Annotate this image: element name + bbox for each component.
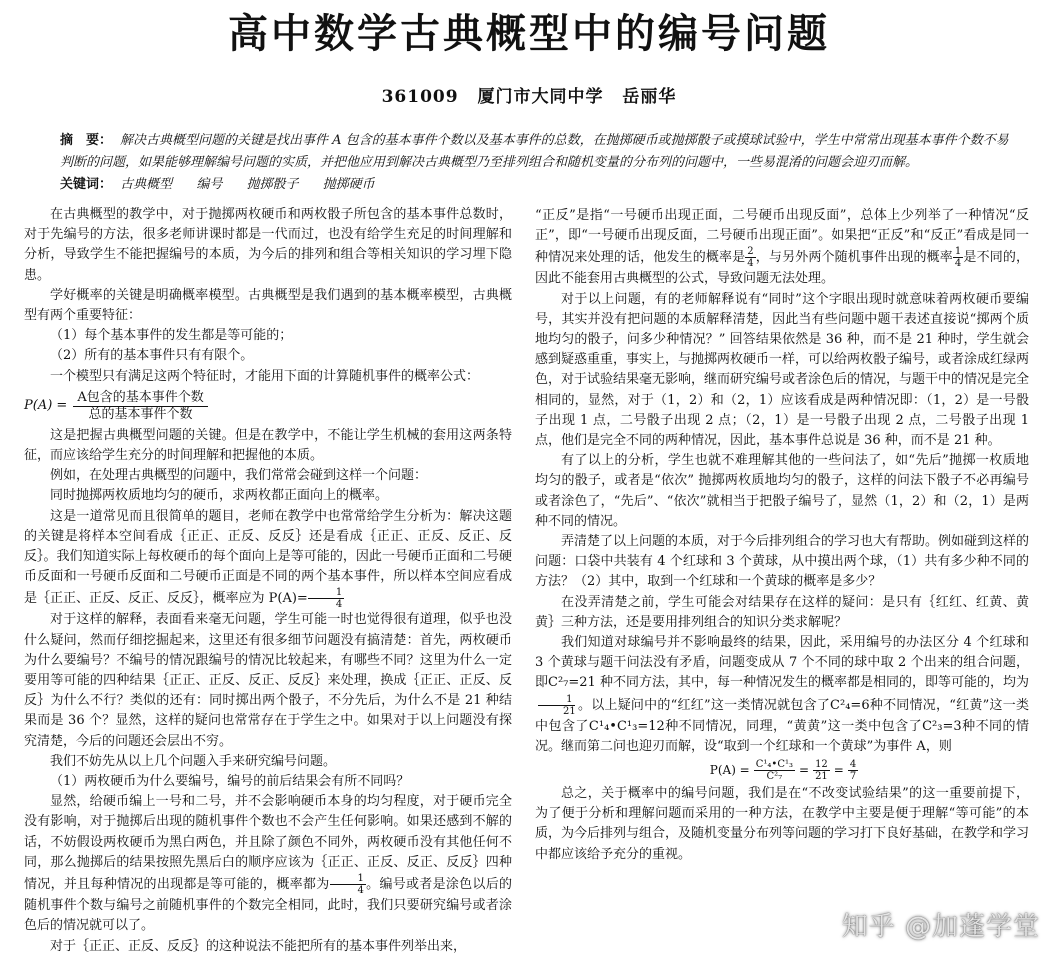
paragraph: 这是把握古典概型问题的关键。但是在教学中，不能让学生机械的套用这两条特征，而应该给学生充分的时间理解和把握他的本质。 [24, 427, 512, 464]
formula-numerator: A包含的基本事件个数 [73, 390, 207, 407]
paragraph-text: “正反”是指“一号硬币出现正面，二号硬币出现反面”，总体上少列举了一种情况“反正”，即“一号硬币出现反面，二号硬币出现正面”。如果把“正反”和“反正”看成是同一种情况来处理的话，他发生的概率是 [535, 208, 1029, 266]
fraction [813, 759, 830, 782]
fraction-denominator: 4 [357, 885, 364, 897]
paragraph-text: ，与另外两个随机事件出现的概率 [755, 250, 953, 266]
formula-denominator: 总的基本事件个数 [88, 406, 193, 422]
abstract-label: 摘 要： [60, 133, 113, 148]
paragraph: 我们不妨先从以上几个问题入手来研究编号问题。 [50, 753, 337, 769]
paragraph-text: 。以上疑问中的“红红”这一类情况就包含了C²₄=6种不同情况，“红黄”这一类中包含了C¹₄•C¹₃=12种不同情况，同理，“黄黄”这一类中包含了C²₃=3种不同的情况。继而第二问也迎刃而解，设“取到一个红球和一个黄球”为事件 A，则 [535, 697, 1029, 754]
fraction-numerator: 1 [308, 587, 344, 599]
paragraph: （1）两枚硬币为什么要编号，编号的前后结果会有所不同吗？ [50, 774, 410, 790]
fraction-numerator: C¹₄•C¹₃ [755, 759, 793, 771]
paragraph: 学好概率的关键是明确概率模型。古典概型是我们遇到的基本概率模型，古典概型有两个重要特征： [24, 287, 512, 324]
abstract-text: 解决古典概型问题的关键是找出事件 A 包含的基本事件个数以及基本事件的总数，在抛掷硬币或抛掷骰子或摸球试验中，学生中常常出现基本事件个数不易判断的问题，如果能够理解编号问题的实质，并把他应用到解决古典概型乃至排列组合和随机变量的分布列的问题中，一些易混淆的问题会迎刃而解。 [60, 133, 1009, 170]
paragraph: 在古典概型的教学中，对于抛掷两枚硬币和两枚骰子所包含的基本事件总数时，对于先编号的方法，很多老师讲课时都是一代而过，也没有给学生充足的时间理解和分析，导致学生不能把握编号的本质，为今后的排列和组合等相关知识的学习埋下隐患。 [24, 207, 512, 283]
fraction-denominator: 7 [849, 771, 857, 783]
fraction-denominator: 21 [815, 771, 828, 783]
author-name: 岳丽华 [622, 87, 677, 107]
keywords [60, 174, 1010, 196]
paragraph: 弄清楚了以上问题的本质，对于今后排列组合的学习也大有帮助。例如碰到这样的问题：口袋中共装有 4 个红球和 3 个黄球，从中摸出两个球，（1）共有多少种不同的方法？（2）其中，取到一个红球和一个黄球的概率是多少？ [535, 534, 1030, 590]
fraction [754, 759, 795, 782]
formula-lhs: P(A) = [709, 763, 750, 778]
paragraph [535, 633, 1029, 757]
fraction-numerator: 1 [538, 694, 574, 706]
paragraph: 有了以上的分析，学生也就不难理解其他的一些问法了，如“先后”抛掷一枚质地均匀的骰子，或者是“依次” 抛掷两枚质地均匀的骰子，这样的问法下骰子不必再编号或者涂色了，“先后”、“依次”就相当于把骰子编号了，显然（1，2）和（2，1）是两种不同的情况。 [535, 453, 1029, 529]
fraction [308, 587, 344, 610]
paragraph: 一个模型只有满足这两个特征时，才能用下面的计算随机事件的概率公式： [50, 368, 480, 384]
affiliation: 厦门市大同中学 [477, 87, 604, 107]
page-title: 高中数学古典概型中的编号问题 [228, 11, 830, 57]
fraction-numerator: 1 [330, 873, 366, 885]
abstract [60, 130, 1010, 174]
zip-code: 361009 [381, 87, 459, 107]
fraction-denominator: 21 [563, 705, 576, 717]
paragraph-text: 显然，给硬币编上一号和二号，并不会影响硬币本身的均匀程度，对于硬币完全没有影响，对于抛掷后出现的随机事件个数也不会产生任何影响。如果还感到不解的话，不妨假设两枚硬币为黑白两色，并且除了颜色不同外，两枚硬币没有其他任何不同，那么抛掷后的结果按照先黑后白的顺序应该为｛正正、正反、反正、反反｝四种情况，并且每种情况的出现都是等可能的，概率都为 [24, 794, 512, 893]
byline [0, 82, 1058, 107]
paragraph: 对于这样的解释，表面看来毫无问题，学生可能一时也觉得很有道理，似乎也没什么疑问，然而仔细挖掘起来，这里还有很多细节问题没有搞清楚：首先，两枚硬币为什么要编号？不编号的情况跟编号的情况比较起来，有哪些不同？这里为什么一定要用等可能的四种结果｛正正、正反、反正、反反｝来处理，换成｛正正、正反、反反｝为什么不行？类似的还有：同时掷出两个骰子，不分先后，为什么不是 21 种结果而是 36 个？显然，这样的疑问也常常存在于学生之中。如果对于以上问题没有探究清楚，今后的问题还会层出不穷。 [24, 612, 512, 749]
list-item: （2）所有的基本事件只有有限个。 [50, 348, 254, 364]
paragraph [24, 792, 512, 936]
paragraph [535, 206, 1029, 290]
fraction [535, 694, 578, 717]
paragraph: 对于｛正正、正反、反反｝的这种说法不能把所有的基本事件列举出来， [50, 938, 467, 954]
paragraph-text: 。编号或者是涂色以后的随机事件个数与编号之前随机事件的个数完全相同，此时，我们只要研究编号或者涂色后的情况就可以了。 [24, 877, 512, 934]
paragraph: 同时抛掷两枚质地均匀的硬币，求两枚都正面向上的概率。 [50, 488, 389, 504]
fraction-numerator: 12 [815, 759, 828, 771]
formula-lhs: P(A) = [24, 398, 68, 414]
paragraph: 总之，关于概率中的编号问题，我们是在“不改变试验结果”的这一重要前提下，为了便于分析和理解问题而采用的一种方法，在教学中主要是便于理解“等可能”的本质，为今后排列与组合，及随机变量分布列等问题的学习打下良好基础，在教学和学习中都应该给予充分的重视。 [535, 786, 1030, 862]
keyword: 抛掷骰子 [246, 177, 299, 192]
keyword: 编号 [196, 177, 223, 192]
fraction-denominator: 4 [335, 599, 343, 611]
equals-sign: = [799, 763, 810, 778]
right-column [535, 206, 1029, 865]
keyword: 抛掷硬币 [322, 177, 375, 192]
paragraph-text: 是不同的，因此不能套用古典概型的公式，导致问题无法处理。 [535, 250, 1029, 287]
probability-formula-2 [535, 759, 1029, 782]
left-column [24, 205, 512, 957]
paragraph: 例如，在处理古典概型的问题中，我们常常会碰到这样一个问题： [50, 468, 428, 484]
paragraph-text: 这是一道常见而且很简单的题目，老师在教学中也常常给学生分析为：解决这题的关键是将样本空间看成｛正正、正反、反反｝还是看成｛正正、正反、反正、反反｝。我们知道实际上每枚硬币的每个面向上是等可能的，因此一号硬币正面和二号硬币反面和一号硬币反面和二号硬币正面是不同的两个基本事件，所以样本空间应看成是｛正正、正反、反正、反反｝，概率应为 P(A)= [24, 508, 512, 607]
paragraph: 在没弄清楚之前，学生可能会对结果存在这样的疑问：是只有｛红红、红黄、黄黄｝三种方法，还是要用排列组合的知识分类求解呢？ [535, 594, 1029, 630]
fraction [953, 246, 963, 269]
fraction-denominator: 4 [747, 258, 754, 270]
fraction-denominator: C²₇ [766, 771, 783, 783]
fraction-numerator: 2 [747, 246, 754, 258]
probability-formula [24, 390, 512, 423]
fraction [848, 759, 858, 782]
keywords-label: 关键词： [60, 177, 113, 192]
keyword: 古典概型 [120, 177, 173, 192]
fraction-denominator: 4 [954, 258, 962, 270]
list-item: （1）每个基本事件的发生都是等可能的； [50, 328, 293, 344]
paragraph [24, 507, 512, 611]
fraction [745, 246, 755, 269]
formula-fraction [73, 390, 207, 423]
watermark: 知乎 @加蓬学堂 [841, 912, 1040, 942]
fraction-numerator: 4 [849, 759, 857, 771]
fraction [330, 873, 366, 896]
equals-sign: = [833, 763, 844, 778]
paragraph-text: 我们知道对球编号并不影响最终的结果，因此，采用编号的办法区分 4 个红球和 3 个黄球与题干问法没有矛盾，问题变成从 7 个不同的球中取 2 个出来的组合问题，即C²₇=21 种不同方法，其中，每一种情况发生的概率都是相同的，即等可能的，均为 [535, 635, 1029, 691]
paragraph: 对于以上问题，有的老师解释说有“同时”这个字眼出现时就意味着两枚硬币要编号，其实并没有把问题的本质解释清楚，因此当有些问题中题干表述直接说“掷两个质地均匀的骰子，问多少种情况？” 回答结果依然是 36 种，而不是 21 种时，学生就会感到疑惑重重，事实上，与抛掷两枚硬币一样，可以给两枚骰子编号，或者涂成红绿两色，对于试验结果毫无影响，继而研究编号或者涂色后的情况，与题干中的情况是完全相同的，显然，对于（1，2）和（2，1）应该看成是两种情况即：（1，2）是一号骰子出现 1 点，二号骰子出现 2 点；（2，1）是一号骰子出现 2 点，二号骰子出现 1 点，他们是完全不同的两种情况，因此，基本事件总说是 36 种，而不是 21 种。 [535, 291, 1030, 449]
fraction-numerator: 1 [954, 246, 962, 258]
